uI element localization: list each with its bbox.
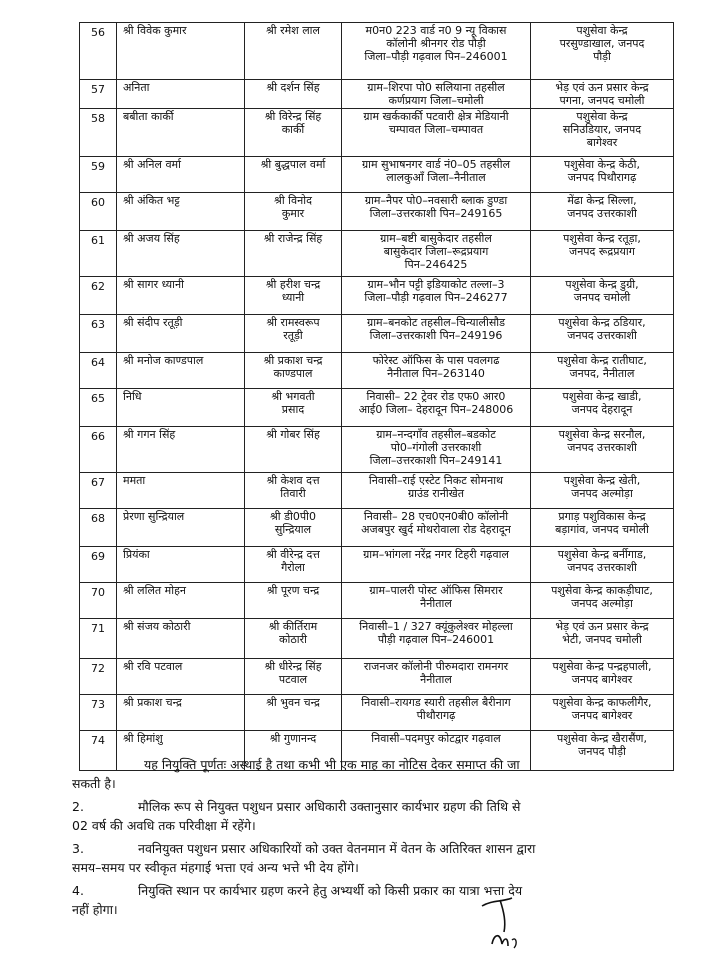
serial-number-cell xyxy=(80,157,117,193)
posting-line: पशुसेवा केन्द्र रातीघाट, xyxy=(557,354,647,367)
father-name-line: श्री विरेन्द्र सिंह xyxy=(264,110,322,123)
father-name-line: श्री गोबर सिंह xyxy=(266,428,320,441)
serial-number: 60 xyxy=(91,196,105,209)
posting-cell xyxy=(531,23,674,80)
serial-number-cell xyxy=(80,277,117,315)
address-cell xyxy=(342,583,531,619)
table-row xyxy=(80,193,674,231)
candidate-name-cell xyxy=(117,109,245,157)
candidate-name: श्री प्रकाश चन्द्र xyxy=(123,696,182,709)
note-2-text-a: मौलिक रूप से नियुक्त पशुधन प्रसार अधिकारी उक्तानुसार कार्यभार ग्रहण की तिथि से xyxy=(138,799,521,814)
address-line: जिला–उत्तरकाशी पिन–249165 xyxy=(369,207,503,220)
father-name-cell xyxy=(245,353,342,389)
posting-line: जनपद पिथौरागढ़ xyxy=(567,171,637,184)
table-row xyxy=(80,353,674,389)
posting-line: जनपद चमोली xyxy=(573,291,631,304)
note-1 xyxy=(72,755,676,793)
candidate-name-cell xyxy=(117,583,245,619)
posting-cell xyxy=(531,509,674,547)
signature-mark xyxy=(478,888,548,958)
candidate-name: श्री अंकित भट्ट xyxy=(123,194,180,207)
candidate-name: श्री रवि पटवाल xyxy=(123,660,183,673)
serial-number: 56 xyxy=(91,26,105,39)
posting-cell xyxy=(531,277,674,315)
father-name-cell xyxy=(245,583,342,619)
address-cell xyxy=(342,389,531,427)
father-name-cell xyxy=(245,157,342,193)
father-name-line: सुन्द्रियाल xyxy=(274,523,312,536)
posting-line: पशुसेवा केन्द्र बर्नीगाड, xyxy=(557,548,647,561)
note-1-text-a: यह नियुक्ति पूर्णतः अस्थाई है तथा कभी भी एक माह का नोटिस देकर समाप्त की जा xyxy=(144,757,520,772)
serial-number: 64 xyxy=(91,356,105,369)
father-name-line: कार्की xyxy=(281,123,305,136)
address-cell xyxy=(342,353,531,389)
posting-line: जनपद पौड़ी xyxy=(578,745,626,758)
candidate-name: प्रेरणा सुन्द्रियाल xyxy=(123,510,185,523)
father-name-cell xyxy=(245,547,342,583)
serial-number: 73 xyxy=(91,698,105,711)
father-name-line: श्री रमेश लाल xyxy=(266,24,320,37)
posting-cell xyxy=(531,695,674,731)
serial-number: 65 xyxy=(91,392,105,405)
address-line: पिन–246425 xyxy=(404,258,468,271)
posting-line: पशुसेवा केन्द्र पन्द्रहपाली, xyxy=(552,660,652,673)
candidate-name-cell xyxy=(117,389,245,427)
note-3-text-a: नवनियुक्त पशुधन प्रसार अधिकारियों को उक्त वेतनमान में वेतन के अतिरिक्त शासन द्वारा xyxy=(138,841,536,856)
address-line: ग्राम–नैपर पो0–नवसारी ब्लाक डुण्डा xyxy=(364,194,508,207)
address-cell xyxy=(342,231,531,277)
posting-line: पशुसेवा केन्द्र खाडी, xyxy=(562,390,642,403)
serial-number: 66 xyxy=(91,430,105,443)
posting-line: बड़ागांव, जनपद चमोली xyxy=(555,523,649,536)
table-row xyxy=(80,659,674,695)
address-line: चम्पावत जिला–चम्पावत xyxy=(388,123,484,136)
address-line: ग्राम–शिरपा पो0 सलियाना तहसील xyxy=(367,81,505,94)
table-row xyxy=(80,695,674,731)
table-row xyxy=(80,80,674,109)
serial-number: 67 xyxy=(91,476,105,489)
address-line: जिला–उत्तरकाशी पिन–249196 xyxy=(369,329,503,342)
address-line: निवासी– 22 ट्रेवर रोड एफ0 आर0 xyxy=(366,390,506,403)
candidate-name: श्री मनोज काण्डपाल xyxy=(123,354,204,367)
posting-cell xyxy=(531,547,674,583)
serial-number: 62 xyxy=(91,280,105,293)
address-cell xyxy=(342,509,531,547)
serial-number-cell xyxy=(80,695,117,731)
candidate-name-cell xyxy=(117,193,245,231)
address-line: लालकुआँ जिला–नैनीताल xyxy=(386,171,486,184)
address-cell xyxy=(342,695,531,731)
table-row xyxy=(80,389,674,427)
serial-number: 58 xyxy=(91,112,105,125)
address-line: नैनीताल xyxy=(420,597,452,610)
father-name-line: रतूड़ी xyxy=(283,329,303,342)
serial-number-cell xyxy=(80,583,117,619)
address-cell xyxy=(342,193,531,231)
posting-line: पशुसेवा केन्द्र ठडियार, xyxy=(558,316,646,329)
posting-line: बागेश्वर xyxy=(586,136,618,149)
posting-cell xyxy=(531,353,674,389)
posting-line: भेटी, जनपद चमोली xyxy=(562,633,642,646)
table-row xyxy=(80,157,674,193)
table-row xyxy=(80,509,674,547)
serial-number-cell xyxy=(80,23,117,80)
address-cell xyxy=(342,427,531,473)
father-name-line: श्री प्रकाश चन्द्र xyxy=(263,354,323,367)
father-name-line: श्री कीर्तिराम xyxy=(268,620,318,633)
father-name-line: श्री रामस्वरूप xyxy=(266,316,320,329)
father-name-line: कोठारी xyxy=(279,633,307,646)
father-name-line: श्री दर्शन सिंह xyxy=(266,81,320,94)
address-cell xyxy=(342,109,531,157)
note-4-text-b: नहीं होगा। xyxy=(72,902,118,917)
posting-cell xyxy=(531,389,674,427)
posting-cell xyxy=(531,157,674,193)
table-row xyxy=(80,547,674,583)
candidate-name-cell xyxy=(117,23,245,80)
posting-line: जनपद उत्तरकाशी xyxy=(567,207,637,220)
candidate-name: श्री संदीप रतूड़ी xyxy=(123,316,183,329)
address-cell xyxy=(342,80,531,109)
candidate-name-cell xyxy=(117,619,245,659)
father-name-cell xyxy=(245,619,342,659)
address-line: निवासी– 28 एच0एन0बी0 कॉलोनी xyxy=(363,510,509,523)
serial-number-cell xyxy=(80,473,117,509)
father-name-line: ध्यानी xyxy=(281,291,305,304)
serial-number-cell xyxy=(80,231,117,277)
father-name-cell xyxy=(245,473,342,509)
posting-line: जनपद अल्मोड़ा xyxy=(571,597,633,610)
father-name-line: श्री भुवन चन्द्र xyxy=(266,696,320,709)
candidate-name: श्री संजय कोठारी xyxy=(123,620,191,633)
father-name-cell xyxy=(245,23,342,80)
candidate-name-cell xyxy=(117,659,245,695)
father-name-cell xyxy=(245,509,342,547)
posting-line: जनपद उत्तरकाशी xyxy=(567,441,637,454)
serial-number: 72 xyxy=(91,662,105,675)
note-3 xyxy=(72,839,676,877)
address-line: जिला–पौड़ी गढ़वाल पिन–246277 xyxy=(364,291,508,304)
address-line: पीथौरागढ़ xyxy=(416,709,456,722)
table-row xyxy=(80,109,674,157)
serial-number-cell xyxy=(80,659,117,695)
posting-line: पशुसेवा केन्द्र xyxy=(576,24,628,37)
appointment-table xyxy=(79,22,674,771)
posting-line: भेड़ एवं ऊन प्रसार केन्द्र xyxy=(555,620,649,633)
father-name-cell xyxy=(245,659,342,695)
address-line: पो0–गंगोली उत्तरकाशी xyxy=(390,441,482,454)
address-line: नैनीताल xyxy=(420,673,452,686)
table-row xyxy=(80,277,674,315)
father-name-line: गैरोला xyxy=(281,561,305,574)
father-name-line: श्री विनोद xyxy=(274,194,312,207)
candidate-name: श्री ललित मोहन xyxy=(123,584,187,597)
posting-cell xyxy=(531,315,674,353)
candidate-name-cell xyxy=(117,547,245,583)
table-row xyxy=(80,619,674,659)
serial-number-cell xyxy=(80,547,117,583)
father-name-line: श्री राजेन्द्र सिंह xyxy=(263,232,323,245)
address-cell xyxy=(342,315,531,353)
candidate-name-cell xyxy=(117,80,245,109)
father-name-line: कुमार xyxy=(281,207,305,220)
father-name-line: काण्डपाल xyxy=(273,367,313,380)
candidate-name-cell xyxy=(117,277,245,315)
posting-cell xyxy=(531,473,674,509)
candidate-name-cell xyxy=(117,231,245,277)
serial-number: 69 xyxy=(91,550,105,563)
address-line: ग्राम–भौन पट्टी इडियाकोट तल्ला–3 xyxy=(367,278,505,291)
candidate-name: श्री गगन सिंह xyxy=(123,428,176,441)
address-line: ग्राम सुभाषनगर वार्ड नं0–05 तहसील xyxy=(361,158,511,171)
serial-number: 70 xyxy=(91,586,105,599)
posting-line: परसुण्डाखाल, जनपद xyxy=(559,37,645,50)
posting-line: मेंढा केन्द्र सिल्ला, xyxy=(567,194,637,207)
posting-line: जनपद बागेश्वर xyxy=(571,709,633,722)
candidate-name-cell xyxy=(117,427,245,473)
candidate-name: निधि xyxy=(123,390,142,403)
note-3-text-b: समय–समय पर स्वीकृत मंहगाई भत्ता एवं अन्य भत्ते भी देय होंगे। xyxy=(72,860,359,875)
father-name-line: श्री धीरेन्द्र सिंह xyxy=(264,660,322,673)
serial-number-cell xyxy=(80,80,117,109)
address-cell xyxy=(342,659,531,695)
posting-line: पशुसेवा केन्द्र xyxy=(576,110,628,123)
father-name-line: श्री वीरेन्द्र दत्त xyxy=(266,548,320,561)
address-line: बासुकेदार जिला–रूद्रप्रयाग xyxy=(383,245,489,258)
note-2 xyxy=(72,797,676,835)
address-cell xyxy=(342,547,531,583)
father-name-cell xyxy=(245,695,342,731)
serial-number-cell xyxy=(80,109,117,157)
candidate-name-cell xyxy=(117,315,245,353)
posting-line: पशुसेवा केन्द्र खेती, xyxy=(563,474,641,487)
father-name-line: श्री डी0पी0 xyxy=(270,510,316,523)
address-line: ग्राम–पालरी पोस्ट ऑफिस सिमरार xyxy=(369,584,503,597)
address-line: ग्राम–भांगला नरेंद्र नगर टिहरी गढ़वाल xyxy=(363,548,509,561)
posting-line: जनपद रूद्रप्रयाग xyxy=(569,245,635,258)
serial-number-cell xyxy=(80,389,117,427)
father-name-line: प्रसाद xyxy=(281,403,305,416)
posting-cell xyxy=(531,427,674,473)
father-name-cell xyxy=(245,80,342,109)
table-row xyxy=(80,427,674,473)
candidate-name-cell xyxy=(117,473,245,509)
posting-line: पशुसेवा केन्द्र रतूड़ा, xyxy=(563,232,641,245)
serial-number-cell xyxy=(80,353,117,389)
table-row xyxy=(80,315,674,353)
posting-line: पशुसेवा केन्द्र खैरासैंण, xyxy=(556,732,648,745)
candidate-name: ममता xyxy=(123,474,146,487)
note-2-text-b: 02 वर्ष की अवधि तक परिवीक्षा में रहेंगे। xyxy=(72,818,256,833)
candidate-name: बबीता कार्की xyxy=(123,110,174,123)
address-cell xyxy=(342,473,531,509)
posting-line: सनिउडियार, जनपद xyxy=(562,123,642,136)
father-name-line: तिवारी xyxy=(280,487,306,500)
serial-number: 61 xyxy=(91,234,105,247)
posting-line: जनपद अल्मोड़ा xyxy=(571,487,633,500)
address-line: नैनीताल पिन–263140 xyxy=(387,367,485,380)
posting-line: पौड़ी xyxy=(593,50,611,63)
note-3-number: 3. xyxy=(72,841,84,856)
note-4-text-a: नियुक्ति स्थान पर कार्यभार ग्रहण करने हेतु अभ्यर्थी को किसी प्रकार का यात्रा भत्ता देय xyxy=(138,883,523,898)
father-name-cell xyxy=(245,389,342,427)
serial-number: 57 xyxy=(91,83,105,96)
posting-cell xyxy=(531,193,674,231)
address-line: राजनजर कॉलोनी पीरुमदारा रामनगर xyxy=(363,660,509,673)
address-line: निवासी–1 / 327 क्यूंकुलेश्वर मोहल्ला xyxy=(359,620,513,633)
candidate-name-cell xyxy=(117,353,245,389)
serial-number: 68 xyxy=(91,512,105,525)
address-line: निवासी–राई एस्टेट निकट सोमनाथ xyxy=(368,474,504,487)
address-line: कर्णप्रयाग जिला–चमोली xyxy=(388,94,484,107)
posting-cell xyxy=(531,109,674,157)
table-row xyxy=(80,473,674,509)
posting-line: जनपद, नैनीताल xyxy=(569,367,635,380)
serial-number-cell xyxy=(80,427,117,473)
father-name-line: पटवाल xyxy=(278,673,308,686)
father-name-line: श्री भगवती xyxy=(271,390,315,403)
posting-line: जनपद उत्तरकाशी xyxy=(567,561,637,574)
note-2-number: 2. xyxy=(72,799,84,814)
candidate-name: श्री अनिल वर्मा xyxy=(123,158,181,171)
posting-cell xyxy=(531,619,674,659)
posting-line: पशुसेवा केन्द्र काफलीगैर, xyxy=(552,696,652,709)
candidate-name: श्री विवेक कुमार xyxy=(123,24,187,37)
posting-line: भेड़ एवं ऊन प्रसार केन्द्र xyxy=(555,81,649,94)
candidate-name: अनिता xyxy=(123,81,150,94)
father-name-cell xyxy=(245,277,342,315)
posting-cell xyxy=(531,659,674,695)
father-name-line: श्री केशव दत्त xyxy=(266,474,320,487)
candidate-name-cell xyxy=(117,695,245,731)
address-line: ग्राम खर्ककार्की पटवारी क्षेत्र मेडियानी xyxy=(363,110,509,123)
serial-number-cell xyxy=(80,193,117,231)
address-line: फोरेस्ट ऑफिस के पास पवलगढ xyxy=(372,354,500,367)
posting-cell xyxy=(531,583,674,619)
posting-line: जनपद बागेश्वर xyxy=(571,673,633,686)
address-line: ग्राम–बनकोट तहसील–चिन्यालीसौड xyxy=(367,316,505,329)
note-4-number: 4. xyxy=(72,883,84,898)
candidate-name-cell xyxy=(117,509,245,547)
posting-line: जनपद उत्तरकाशी xyxy=(567,329,637,342)
father-name-cell xyxy=(245,315,342,353)
serial-number: 63 xyxy=(91,318,105,331)
father-name-cell xyxy=(245,427,342,473)
father-name-line: श्री गुणानन्द xyxy=(269,732,317,745)
posting-line: पशुसेवा केन्द्र डुग्री, xyxy=(565,278,639,291)
address-line: ग्राम–बष्टी बासुकेदार तहसील xyxy=(380,232,492,245)
posting-line: जनपद देहरादून xyxy=(571,403,633,416)
note-1-text-b: सकती है। xyxy=(72,776,116,791)
candidate-name-cell xyxy=(117,157,245,193)
table-row xyxy=(80,231,674,277)
address-cell xyxy=(342,157,531,193)
father-name-cell xyxy=(245,109,342,157)
posting-cell xyxy=(531,231,674,277)
address-line: पौड़ी गढ़वाल पिन–246001 xyxy=(377,633,495,646)
address-line: ग्राम–नन्दगाँव तहसील–बडकोट xyxy=(376,428,496,441)
posting-line: पगना, जनपद चमोली xyxy=(559,94,645,107)
serial-number-cell xyxy=(80,509,117,547)
address-line: जिला–उत्तरकाशी पिन–249141 xyxy=(369,454,503,467)
posting-line: पशुसेवा केन्द्र सरनौल, xyxy=(558,428,646,441)
address-line: अजबपुर खुर्द मोथरोवाला रोड देहरादून xyxy=(361,523,511,536)
address-line: कॉलोनी श्रीनगर रोड पौड़ी xyxy=(386,37,486,50)
address-cell xyxy=(342,23,531,80)
serial-number-cell xyxy=(80,619,117,659)
address-cell xyxy=(342,619,531,659)
posting-cell xyxy=(531,80,674,109)
father-name-line: श्री बुद्धपाल वर्मा xyxy=(260,158,326,171)
serial-number: 74 xyxy=(91,734,105,747)
father-name-cell xyxy=(245,193,342,231)
candidate-name: श्री सागर ध्यानी xyxy=(123,278,184,291)
serial-number: 59 xyxy=(91,160,105,173)
posting-line: पशुसेवा केन्द्र केठी, xyxy=(564,158,640,171)
address-line: आई0 जिला– देहरादून पिन–248006 xyxy=(358,403,514,416)
father-name-line: श्री हरीश चन्द्र xyxy=(265,278,321,291)
address-line: म0न0 223 वार्ड न0 9 न्यू विकास xyxy=(365,24,507,37)
address-line: जिला–पौड़ी गढ़वाल पिन–246001 xyxy=(364,50,508,63)
address-line: निवासी–पदमपुर कोटद्वार गढ़वाल xyxy=(371,732,501,745)
serial-number-cell xyxy=(80,315,117,353)
posting-line: प्रगाड़ पशुविकास केन्द्र xyxy=(558,510,646,523)
note-4 xyxy=(72,881,676,919)
address-cell xyxy=(342,277,531,315)
table-row xyxy=(80,583,674,619)
father-name-cell xyxy=(245,231,342,277)
candidate-name: श्री अजय सिंह xyxy=(123,232,180,245)
serial-number: 71 xyxy=(91,622,105,635)
father-name-line: श्री पूरण चन्द्र xyxy=(266,584,320,597)
table-row xyxy=(80,23,674,80)
address-line: ग्राउंड रानीखेत xyxy=(407,487,465,500)
table-body xyxy=(80,23,674,771)
address-line: निवासी–रायगड स्यारी तहसील बैरीनाग xyxy=(361,696,511,709)
candidate-name: श्री हिमांशु xyxy=(123,732,163,745)
candidate-name: प्रियंका xyxy=(123,548,150,561)
posting-line: पशुसेवा केन्द्र काकड़ीघाट, xyxy=(551,584,653,597)
